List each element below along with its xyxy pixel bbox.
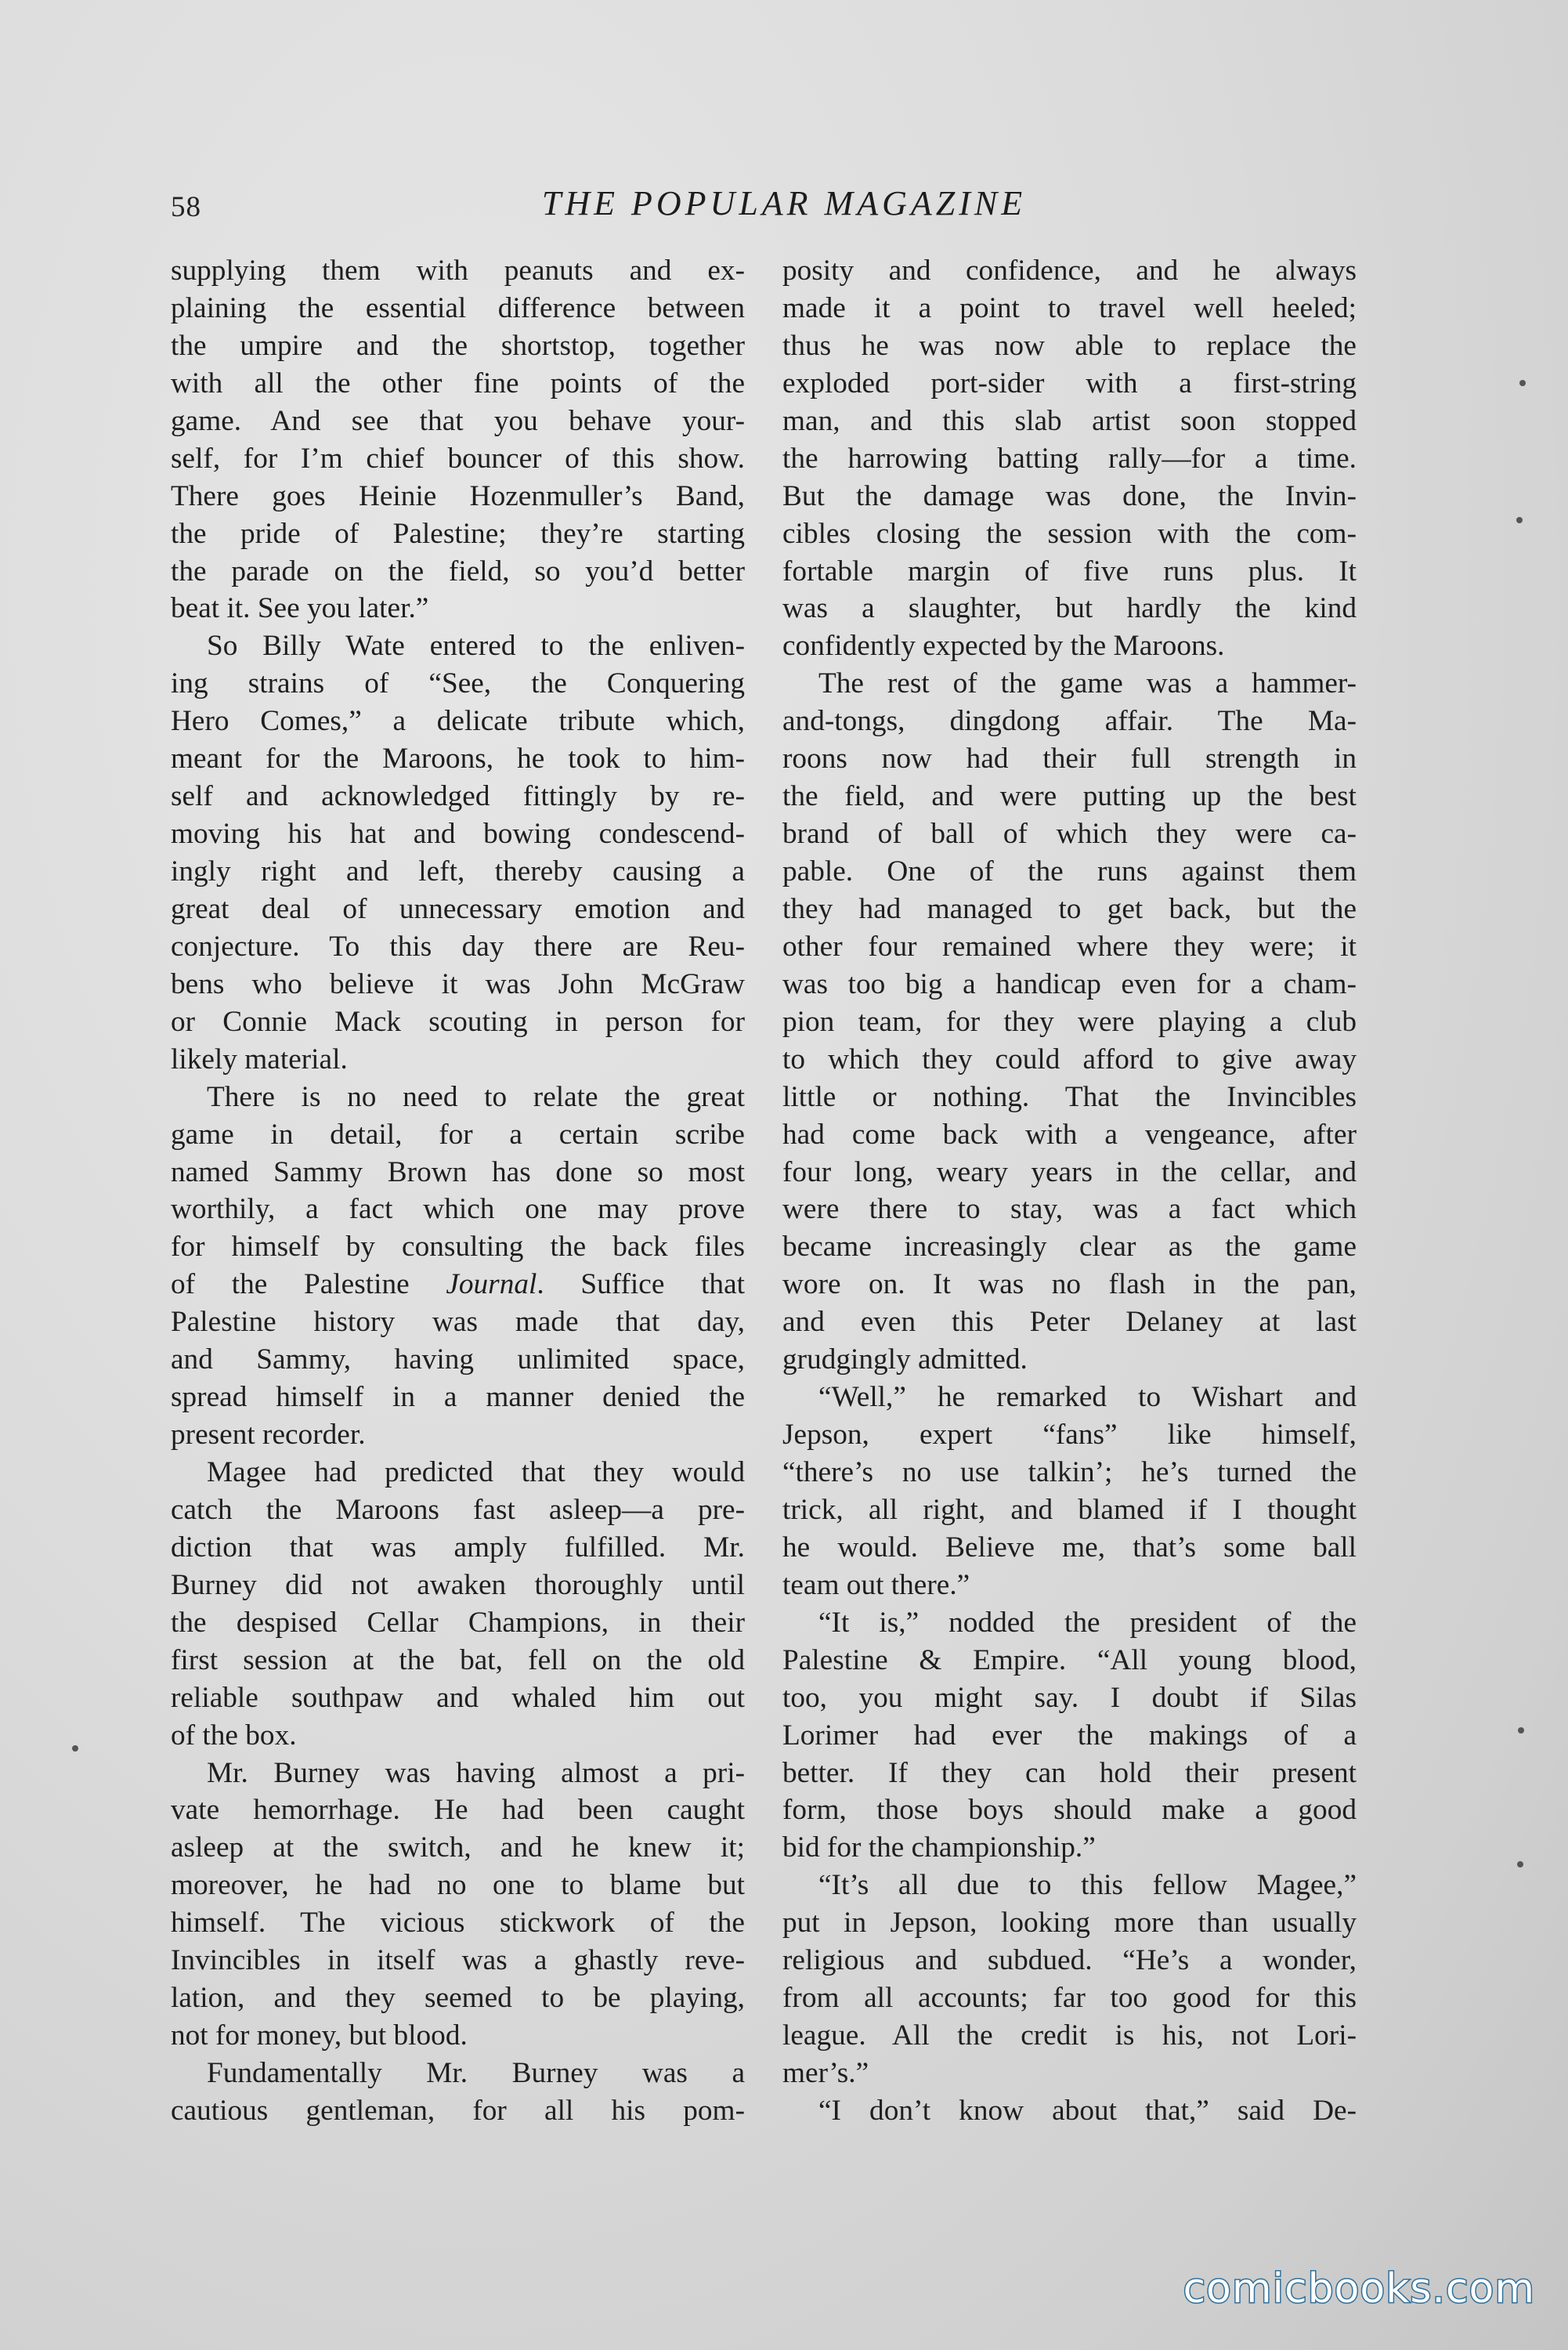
- text-line: beat it. See you later.”: [171, 592, 429, 625]
- text-line: conjecture. To this day there are Reu-: [171, 930, 745, 963]
- text-line: Jepson, expert “fans” like himself,: [782, 1419, 1357, 1452]
- page-speck: [1519, 380, 1526, 386]
- text-line: Palestine history was made that day,: [171, 1306, 745, 1339]
- text-line: “Well,” he remarked to Wishart and: [818, 1381, 1357, 1414]
- paragraph: [782, 1867, 1357, 2092]
- text-line: Fundamentally Mr. Burney was a: [207, 2057, 745, 2089]
- paragraph: [171, 252, 745, 627]
- text-line: and-tongs, dingdong affair. The Ma-: [782, 705, 1357, 738]
- text-line: the pride of Palestine; they’re starting: [171, 517, 745, 550]
- text-line: grudgingly admitted.: [782, 1343, 1028, 1376]
- text-line: better. If they can hold their present: [782, 1756, 1357, 1789]
- text-line: was a slaughter, but hardly the kind: [782, 592, 1357, 625]
- text-line: Burney did not awaken thoroughly until: [171, 1568, 745, 1601]
- text-line: supplying them with peanuts and ex-: [171, 255, 745, 287]
- text-line: Invincibles in itself was a ghastly reve-: [171, 1944, 745, 1977]
- text-line: There goes Heinie Hozenmuller’s Band,: [171, 479, 745, 512]
- text-line: with all the other fine points of the: [171, 367, 745, 400]
- text-line: plaining the essential difference between: [171, 291, 745, 324]
- text-line: of the box.: [171, 1719, 297, 1752]
- text-line: Mr. Burney was having almost a pri-: [207, 1756, 745, 1789]
- text-line: he would. Believe me, that’s some ball: [782, 1531, 1357, 1564]
- text-line: the harrowing batting rally—for a time.: [782, 442, 1357, 475]
- text-line: not for money, but blood.: [171, 2019, 468, 2052]
- text-line: made it a point to travel well heeled;: [782, 291, 1357, 324]
- text-line: or Connie Mack scouting in person for: [171, 1005, 745, 1038]
- text-line: for himself by consulting the back files: [171, 1231, 745, 1264]
- text-line: religious and subdued. “He’s a wonder,: [782, 1944, 1357, 1977]
- text-line: posity and confidence, and he always: [782, 255, 1357, 287]
- text-line: game. And see that you behave your-: [171, 404, 745, 437]
- text-line: diction that was amply fulfilled. Mr.: [171, 1531, 745, 1564]
- text-line: lation, and they seemed to be playing,: [171, 1982, 745, 2015]
- paragraph: [782, 1604, 1357, 1867]
- text-line: fortable margin of five runs plus. It: [782, 555, 1357, 588]
- text-line: too, you might say. I doubt if Silas: [782, 1681, 1357, 1714]
- text-line: ing strains of “See, the Conquering: [171, 667, 745, 700]
- page-speck: [1518, 1727, 1524, 1734]
- text-line: confidently expected by the Maroons.: [782, 630, 1225, 663]
- text-line: bens who believe it was John McGraw: [171, 967, 745, 1000]
- page-speck: [1516, 517, 1523, 523]
- paragraph: [782, 252, 1357, 665]
- text-line: So Billy Wate entered to the enliven-: [207, 630, 745, 663]
- text-line: spread himself in a manner denied the: [171, 1381, 745, 1414]
- paragraph: [171, 627, 745, 1078]
- text-line: asleep at the switch, and he knew it;: [171, 1831, 745, 1864]
- page-speck: [1517, 1861, 1523, 1867]
- text-line: Lorimer had ever the makings of a: [782, 1719, 1357, 1752]
- paragraph: [171, 1755, 745, 2055]
- text-line: “It is,” nodded the president of the: [818, 1606, 1357, 1639]
- text-line: self, for I’m chief bouncer of this show.: [171, 442, 745, 475]
- paragraph: [782, 2092, 1357, 2130]
- text-line: Palestine & Empire. “All young blood,: [782, 1643, 1357, 1676]
- text-line: little or nothing. That the Invincibles: [782, 1080, 1357, 1113]
- text-line: cibles closing the session with the com-: [782, 517, 1357, 550]
- text-line: four long, weary years in the cellar, and: [782, 1155, 1357, 1188]
- text-line: they had managed to get back, but the: [782, 892, 1357, 925]
- text-line: named Sammy Brown has done so most: [171, 1155, 745, 1188]
- left-column: [171, 252, 745, 2130]
- text-line: self and acknowledged fittingly by re-: [171, 780, 745, 813]
- text-line: meant for the Maroons, he took to him-: [171, 743, 745, 776]
- text-line: game in detail, for a certain scribe: [171, 1118, 745, 1151]
- text-line: brand of ball of which they were ca-: [782, 818, 1357, 851]
- text-line: exploded port-sider with a first-string: [782, 367, 1357, 400]
- text-line: There is no need to relate the great: [207, 1080, 745, 1113]
- right-column: [782, 252, 1357, 2130]
- text-line: and Sammy, having unlimited space,: [171, 1343, 745, 1376]
- text-line: But the damage was done, the Invin-: [782, 479, 1357, 512]
- page-speck: [72, 1745, 78, 1752]
- text-line: ingly right and left, thereby causing a: [171, 855, 745, 888]
- text-line: thus he was now able to replace the: [782, 329, 1357, 362]
- text-line: the parade on the field, so you’d better: [171, 555, 745, 588]
- text-line: wore on. It was no flash in the pan,: [782, 1268, 1357, 1301]
- text-line: roons now had their full strength in: [782, 743, 1357, 776]
- text-line: man, and this slab artist soon stopped: [782, 404, 1357, 437]
- text-line: became increasingly clear as the game: [782, 1231, 1357, 1264]
- text-line: great deal of unnecessary emotion and: [171, 892, 745, 925]
- text-line: team out there.”: [782, 1568, 970, 1601]
- text-line: the field, and were putting up the best: [782, 780, 1357, 813]
- text-line: first session at the bat, fell on the old: [171, 1643, 745, 1676]
- text-line: pable. One of the runs against them: [782, 855, 1357, 888]
- text-line: had come back with a vengeance, after: [782, 1118, 1357, 1151]
- text-line: of the Palestine Journal. Suffice that: [171, 1268, 745, 1301]
- text-line: moreover, he had no one to blame but: [171, 1869, 745, 1902]
- text-line: worthily, a fact which one may prove: [171, 1193, 745, 1226]
- paragraph: [171, 2055, 745, 2130]
- text-line: vate hemorrhage. He had been caught: [171, 1794, 745, 1827]
- text-line: moving his hat and bowing condescend-: [171, 818, 745, 851]
- text-line: present recorder.: [171, 1419, 366, 1452]
- text-line: “It’s all due to this fellow Magee,”: [818, 1869, 1357, 1902]
- text-line: “I don’t know about that,” said De-: [818, 2094, 1357, 2127]
- page-number: 58: [171, 191, 201, 223]
- text-line: from all accounts; far too good for this: [782, 1982, 1357, 2015]
- paragraph: [782, 665, 1357, 1379]
- text-line: catch the Maroons fast asleep—a pre-: [171, 1493, 745, 1526]
- text-line: the despised Cellar Champions, in their: [171, 1606, 745, 1639]
- text-line: were there to stay, was a fact which: [782, 1193, 1357, 1226]
- text-line: to which they could afford to give away: [782, 1043, 1357, 1076]
- text-line: cautious gentleman, for all his pom-: [171, 2094, 745, 2127]
- text-line: Magee had predicted that they would: [207, 1456, 745, 1488]
- text-line: bid for the championship.”: [782, 1831, 1096, 1864]
- text-line: form, those boys should make a good: [782, 1794, 1357, 1827]
- text-line: himself. The vicious stickwork of the: [171, 1907, 745, 1940]
- paragraph: [171, 1079, 745, 1454]
- text-line: was too big a handicap even for a cham-: [782, 967, 1357, 1000]
- text-line: trick, all right, and blamed if I thought: [782, 1493, 1357, 1526]
- paragraph: [782, 1379, 1357, 1604]
- paragraph: [171, 1454, 745, 1755]
- running-head: THE POPULAR MAGAZINE: [541, 184, 1027, 222]
- watermark-logo: comicbooks.com: [1183, 2265, 1535, 2312]
- text-line: likely material.: [171, 1043, 348, 1076]
- text-line: league. All the credit is his, not Lori-: [782, 2019, 1357, 2052]
- text-line: “there’s no use talkin’; he’s turned the: [782, 1456, 1357, 1488]
- text-line: the umpire and the shortstop, together: [171, 329, 745, 362]
- text-line: The rest of the game was a hammer-: [818, 667, 1357, 700]
- text-line: other four remained where they were; it: [782, 930, 1357, 963]
- text-line: Hero Comes,” a delicate tribute which,: [171, 705, 745, 738]
- text-line: reliable southpaw and whaled him out: [171, 1681, 745, 1714]
- text-line: and even this Peter Delaney at last: [782, 1306, 1357, 1339]
- text-line: mer’s.”: [782, 2057, 869, 2089]
- text-line: pion team, for they were playing a club: [782, 1005, 1357, 1038]
- text-line: put in Jepson, looking more than usually: [782, 1907, 1357, 1940]
